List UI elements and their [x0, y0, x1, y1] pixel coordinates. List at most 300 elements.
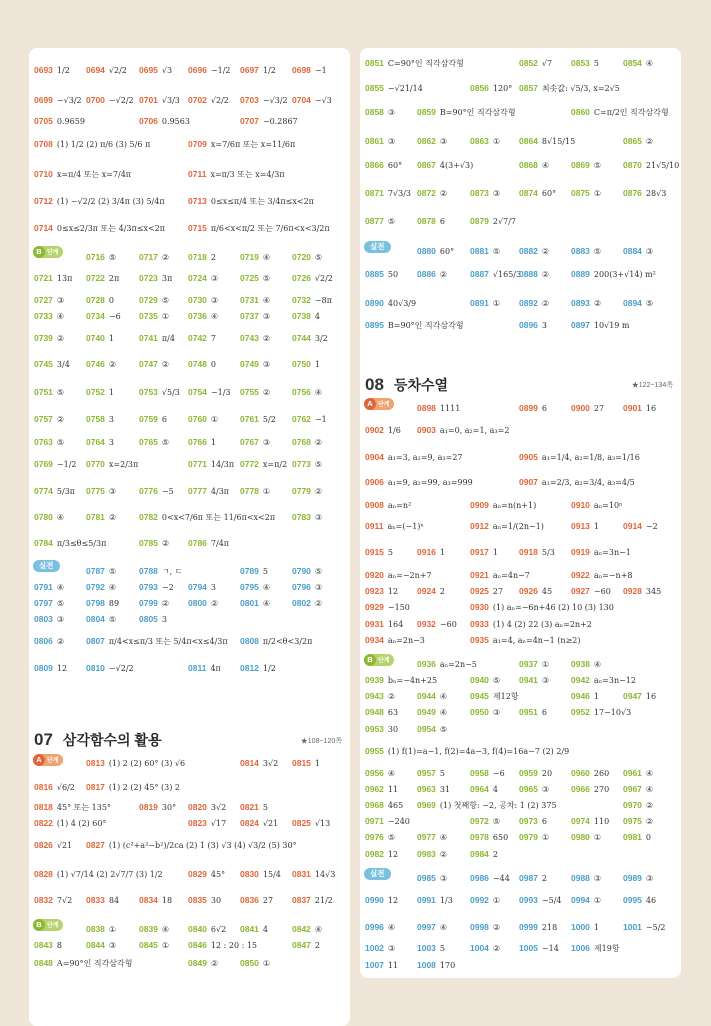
- problem-number: 0928: [623, 586, 642, 596]
- answer-text: ②: [108, 360, 117, 369]
- answer-entry: [34, 334, 64, 343]
- answer-text: 1/2: [56, 66, 70, 75]
- answer-text: 1: [108, 334, 115, 343]
- answer-entry: [292, 870, 335, 879]
- answer-text: −150: [387, 603, 410, 612]
- problem-number: 1003: [417, 943, 436, 953]
- answer-text: ②: [645, 817, 654, 826]
- answer-entry: [623, 161, 679, 170]
- answer-text: 14√3: [314, 870, 336, 879]
- answer-entry: [571, 587, 611, 596]
- answer-entry: [571, 692, 599, 701]
- answer-entry: [470, 84, 512, 93]
- answer-text: 28√3: [645, 189, 667, 198]
- problem-number: 0844: [86, 940, 105, 950]
- problem-number: 0991: [417, 895, 436, 905]
- problem-number: 0901: [623, 403, 642, 413]
- answer-entry: [623, 189, 666, 198]
- answer-text: ②: [387, 692, 396, 701]
- answer-entry: [417, 217, 445, 226]
- answer-entry: [365, 944, 395, 953]
- problem-number: 0958: [470, 768, 489, 778]
- problem-number: 0806: [34, 636, 53, 646]
- answer-entry: [365, 59, 464, 68]
- answer-text: ④: [439, 923, 448, 932]
- problem-number: 0738: [292, 311, 311, 321]
- answer-entry: [86, 388, 114, 397]
- answer-entry: [417, 161, 473, 170]
- problem-number: 0837: [292, 895, 311, 905]
- answer-text: 60°: [439, 247, 455, 256]
- answer-text: ①: [161, 312, 170, 321]
- answer-text: x=7/6π 또는 x=11/6π: [210, 140, 296, 149]
- answer-entry: [240, 296, 270, 305]
- answer-entry: [571, 299, 601, 308]
- answer-entry: [417, 944, 445, 953]
- answer-entry: [139, 567, 182, 576]
- problem-number: 0894: [623, 298, 642, 308]
- problem-number: 0860: [571, 107, 590, 117]
- problem-number: 0872: [417, 188, 436, 198]
- answer-entry: [470, 571, 530, 580]
- answer-text: ⑤: [56, 438, 65, 447]
- problem-number: 0822: [34, 818, 53, 828]
- answer-entry: [470, 874, 510, 883]
- answer-text: √2/2: [314, 274, 333, 283]
- answer-text: 3: [161, 615, 168, 624]
- problem-number: 0987: [519, 873, 538, 883]
- problem-number: 0850: [240, 958, 259, 968]
- answer-text: −√3: [314, 96, 332, 105]
- problem-number: 0865: [623, 136, 642, 146]
- answer-entry: [365, 108, 395, 117]
- answer-text: −2: [161, 583, 174, 592]
- answer-text: 3√2: [210, 803, 227, 812]
- answer-text: 200(3+√14) m²: [593, 270, 656, 279]
- answer-entry: [240, 925, 268, 934]
- answer-entry: [34, 312, 64, 321]
- answer-entry: [34, 959, 133, 968]
- answer-text: 2π: [108, 274, 120, 283]
- answer-entry: [139, 615, 167, 624]
- answer-text: ③: [492, 708, 501, 717]
- answer-entry: [86, 334, 114, 343]
- answer-entry: [240, 637, 312, 646]
- answer-entry: [571, 944, 620, 953]
- answer-entry: [240, 360, 270, 369]
- answer-text: ②: [262, 334, 271, 343]
- answer-entry: [470, 692, 519, 701]
- answer-entry: [571, 522, 599, 531]
- answer-entry: [470, 944, 500, 953]
- answer-text: ③: [645, 247, 654, 256]
- answer-entry: [417, 137, 447, 146]
- answer-text: x=π/3 또는 x=4/3π: [210, 170, 285, 179]
- problem-number: 0896: [519, 320, 538, 330]
- problem-number: 0772: [240, 459, 259, 469]
- problem-number: 0929: [365, 602, 384, 612]
- answer-text: √7: [541, 59, 553, 68]
- problem-number: 0785: [139, 538, 158, 548]
- answer-text: ③: [56, 615, 65, 624]
- problem-number: 0743: [240, 333, 259, 343]
- answer-entry: [571, 676, 636, 685]
- answer-text: 465: [387, 801, 404, 810]
- answer-text: ④: [56, 583, 65, 592]
- answer-entry: [571, 501, 623, 510]
- problem-number: 0942: [571, 675, 590, 685]
- answer-entry: [365, 189, 411, 198]
- answer-text: ②: [108, 513, 117, 522]
- answer-text: ⑤: [645, 299, 654, 308]
- answer-entry: [139, 941, 169, 950]
- problem-number: 0835: [188, 895, 207, 905]
- problem-number: 0977: [417, 832, 436, 842]
- problem-number: 0880: [417, 246, 436, 256]
- answer-text: 2: [492, 850, 499, 859]
- answer-text: ②: [439, 189, 448, 198]
- problem-number: 0918: [519, 547, 538, 557]
- answer-text: ④: [262, 296, 271, 305]
- answer-text: √5/3: [161, 388, 180, 397]
- problem-number: 0870: [623, 160, 642, 170]
- answer-text: aₙ=(−1)ⁿ: [387, 522, 424, 531]
- answer-text: 60°: [541, 189, 557, 198]
- answer-entry: [188, 803, 226, 812]
- problem-number: 0841: [240, 924, 259, 934]
- answer-entry: [34, 140, 150, 149]
- problem-number: 0703: [240, 95, 259, 105]
- answer-text: 0: [645, 833, 652, 842]
- problem-number: 0756: [292, 387, 311, 397]
- problem-number: 0869: [571, 160, 590, 170]
- answer-entry: [623, 404, 656, 413]
- answer-text: ③: [541, 676, 550, 685]
- answer-text: 45°: [210, 870, 226, 879]
- answer-text: ②: [56, 334, 65, 343]
- problem-number: 1000: [571, 922, 590, 932]
- answer-entry: [365, 817, 410, 826]
- answer-entry: [365, 708, 398, 717]
- problem-number: 0752: [86, 387, 105, 397]
- answer-entry: [623, 137, 653, 146]
- problem-number: 0710: [34, 169, 53, 179]
- answer-entry: [417, 660, 477, 669]
- problem-number: 0947: [623, 691, 642, 701]
- answer-text: 5: [439, 944, 446, 953]
- answer-entry: [571, 785, 609, 794]
- problem-number: 0800: [188, 598, 207, 608]
- answer-entry: [519, 404, 547, 413]
- answer-text: ①: [210, 415, 219, 424]
- answer-text: ⑤: [492, 247, 501, 256]
- answer-entry: [519, 161, 549, 170]
- answer-entry: [365, 833, 395, 842]
- answer-text: ③: [645, 874, 654, 883]
- answer-text: ②: [161, 360, 170, 369]
- answer-text: 1111: [439, 404, 461, 413]
- problem-number: 0943: [365, 691, 384, 701]
- answer-entry: [139, 539, 169, 548]
- answer-text: ④: [56, 513, 65, 522]
- answer-entry: [86, 96, 134, 105]
- problem-number: 0810: [86, 663, 105, 673]
- problem-number: 0789: [240, 566, 259, 576]
- problem-number: 0799: [139, 598, 158, 608]
- problem-number: 0895: [365, 320, 384, 330]
- problem-number: 0815: [292, 758, 311, 768]
- answer-text: a₁=9, a₂=99, a₃=999: [387, 478, 473, 487]
- problem-number: 0980: [571, 832, 590, 842]
- answer-text: 45° 또는 135°: [56, 803, 111, 812]
- answer-text: ③: [492, 189, 501, 198]
- answer-text: 12: [56, 664, 68, 673]
- answer-entry: [139, 296, 169, 305]
- answer-entry: [86, 896, 119, 905]
- answer-text: −240: [387, 817, 410, 826]
- answer-text: 1: [314, 759, 321, 768]
- problem-number: 0721: [34, 273, 53, 283]
- answer-text: √2/2: [210, 96, 229, 105]
- answer-text: 4: [314, 312, 321, 321]
- problem-number: 0932: [417, 619, 436, 629]
- answer-text: ①: [541, 660, 550, 669]
- problem-number: 0767: [240, 437, 259, 447]
- problem-number: 0871: [365, 188, 384, 198]
- answer-entry: [188, 360, 216, 369]
- problem-number: 0975: [623, 816, 642, 826]
- answer-text: ⑤: [492, 817, 501, 826]
- answer-text: 170: [439, 961, 456, 970]
- answer-entry: [470, 923, 500, 932]
- answer-entry: [240, 819, 278, 828]
- answer-entry: [623, 817, 653, 826]
- problem-number: 0940: [470, 675, 489, 685]
- answer-entry: [86, 460, 138, 469]
- practice-badge: 실전: [364, 241, 391, 253]
- answer-text: ③: [262, 438, 271, 447]
- answer-text: A=90°인 직각삼각형: [56, 959, 133, 968]
- answer-text: ④: [314, 388, 323, 397]
- answer-text: ②: [439, 270, 448, 279]
- answer-entry: [34, 539, 106, 548]
- answer-text: ②: [161, 253, 170, 262]
- answer-entry: [240, 274, 270, 283]
- problem-number: 0781: [86, 512, 105, 522]
- answer-text: 13π: [56, 274, 73, 283]
- answer-text: 21√5/10: [645, 161, 680, 170]
- answer-text: 5: [387, 548, 394, 557]
- answer-entry: [188, 941, 257, 950]
- answer-text: 27: [593, 404, 605, 413]
- answer-text: a₁=2/3, a₂=3/4, a₃=4/5: [541, 478, 635, 487]
- answer-entry: [240, 664, 276, 673]
- answer-entry: [365, 850, 398, 859]
- answer-entry: [571, 769, 609, 778]
- problem-number: 0934: [365, 635, 384, 645]
- problem-number: 0731: [240, 295, 259, 305]
- answer-entry: [623, 833, 651, 842]
- answer-text: C=90°인 직각삼각형: [387, 59, 464, 68]
- answer-text: ①: [262, 487, 271, 496]
- answer-text: 제12항: [492, 692, 519, 701]
- answer-entry: [188, 197, 314, 206]
- answer-entry: [139, 117, 190, 126]
- problem-number: 0723: [139, 273, 158, 283]
- answer-entry: [571, 833, 601, 842]
- problem-number: 0746: [86, 359, 105, 369]
- problem-number: 0904: [365, 452, 384, 462]
- problem-number: 0734: [86, 311, 105, 321]
- answer-text: −44: [492, 874, 510, 883]
- answer-entry: [470, 676, 500, 685]
- problem-number: 0842: [292, 924, 311, 934]
- answer-text: 11: [387, 785, 399, 794]
- answer-text: −√21/14: [387, 84, 423, 93]
- problem-number: 0816: [34, 782, 53, 792]
- answer-entry: [240, 312, 270, 321]
- problem-number: 0820: [188, 802, 207, 812]
- answer-text: 8√15/15: [541, 137, 576, 146]
- answer-text: 6: [439, 217, 446, 226]
- problem-number: 0713: [188, 196, 207, 206]
- answer-entry: [417, 692, 447, 701]
- problem-number: 0978: [470, 832, 489, 842]
- problem-number: 0917: [470, 547, 489, 557]
- answer-entry: [86, 841, 297, 850]
- answer-text: ⑤: [108, 253, 117, 262]
- answer-text: ②: [645, 137, 654, 146]
- answer-text: ⑤: [593, 161, 602, 170]
- problem-number: 0902: [365, 425, 384, 435]
- problem-number: 0989: [623, 873, 642, 883]
- problem-number: 0848: [34, 958, 53, 968]
- problem-number: 0851: [365, 58, 384, 68]
- problem-number: 0944: [417, 691, 436, 701]
- answer-entry: [292, 253, 322, 262]
- answer-text: 5: [262, 803, 269, 812]
- answer-entry: [188, 96, 229, 105]
- answer-entry: [292, 96, 332, 105]
- problem-number: 0968: [365, 800, 384, 810]
- problem-number: 0809: [34, 663, 53, 673]
- answer-text: 1: [593, 692, 600, 701]
- answer-text: C=π/2인 직각삼각형: [593, 108, 669, 117]
- problem-number: 0960: [571, 768, 590, 778]
- problem-number: 0955: [365, 746, 384, 756]
- problem-number: 0832: [34, 895, 53, 905]
- answer-entry: [519, 874, 547, 883]
- problem-number: 0875: [571, 188, 590, 198]
- answer-text: ①: [492, 299, 501, 308]
- answer-entry: [86, 438, 114, 447]
- answer-text: 1/3: [439, 896, 453, 905]
- chapter-title: 등차수열: [393, 377, 449, 393]
- problem-number: 0963: [417, 784, 436, 794]
- problem-number: 0903: [417, 425, 436, 435]
- answer-text: √165/3: [492, 270, 522, 279]
- problem-number: 0729: [139, 295, 158, 305]
- answer-text: 1: [492, 548, 499, 557]
- answer-text: 6: [541, 404, 548, 413]
- answer-entry: [365, 426, 401, 435]
- problem-number: 0787: [86, 566, 105, 576]
- answer-text: (1) 첫째항: −2, 공차: 1 (2) 375: [439, 801, 557, 810]
- answer-text: aₙ=1/(2n−1): [492, 522, 544, 531]
- problem-number: 0898: [417, 403, 436, 413]
- answer-entry: [470, 636, 580, 645]
- answer-text: 30: [387, 725, 399, 734]
- answer-text: 4(3+√3): [439, 161, 474, 170]
- answer-text: ⑤: [262, 274, 271, 283]
- problem-number: 0795: [240, 582, 259, 592]
- answer-text: π/2<θ<3/2π: [262, 637, 313, 646]
- answer-entry: [571, 874, 601, 883]
- answer-text: 89: [108, 599, 120, 608]
- answer-text: ④: [161, 925, 170, 934]
- answer-text: ②: [541, 247, 550, 256]
- problem-number: 0931: [365, 619, 384, 629]
- answer-text: ④: [262, 599, 271, 608]
- problem-number: 0858: [365, 107, 384, 117]
- answer-text: √3/3: [161, 96, 180, 105]
- answer-entry: [292, 334, 328, 343]
- problem-number: 0995: [623, 895, 642, 905]
- problem-number: 0839: [139, 924, 158, 934]
- problem-number: 0735: [139, 311, 158, 321]
- problem-number: 0868: [519, 160, 538, 170]
- problem-number: 0714: [34, 223, 53, 233]
- answer-entry: [86, 615, 116, 624]
- answer-entry: [188, 599, 218, 608]
- answer-entry: [86, 583, 116, 592]
- answer-text: x=2/3π: [108, 460, 139, 469]
- problem-number: 0969: [417, 800, 436, 810]
- problem-number: 0905: [519, 452, 538, 462]
- right-answer-panel: [360, 48, 681, 978]
- answer-text: aₙ=10ⁿ: [593, 501, 623, 510]
- problem-number: 0909: [470, 500, 489, 510]
- answer-entry: [292, 438, 322, 447]
- answer-entry: [292, 819, 330, 828]
- problem-number: 0938: [571, 659, 590, 669]
- problem-number: 0887: [470, 269, 489, 279]
- left-answer-panel: [29, 48, 350, 1026]
- problem-number: 0998: [470, 922, 489, 932]
- answer-entry: [34, 599, 64, 608]
- problem-number: 0784: [34, 538, 53, 548]
- problem-number: 0761: [240, 414, 259, 424]
- problem-number: 0748: [188, 359, 207, 369]
- answer-entry: [139, 66, 172, 75]
- problem-number: 0724: [188, 273, 207, 283]
- answer-text: ①: [593, 189, 602, 198]
- problem-number: 0845: [139, 940, 158, 950]
- answer-text: 650: [492, 833, 509, 842]
- answer-text: √2/2: [108, 66, 127, 75]
- answer-entry: [365, 725, 398, 734]
- answer-entry: [365, 636, 425, 645]
- answer-text: 260: [593, 769, 610, 778]
- answer-text: 21/2: [314, 896, 333, 905]
- problem-number: 0728: [86, 295, 105, 305]
- answer-text: 7: [210, 334, 217, 343]
- problem-number: 0954: [417, 724, 436, 734]
- problem-number: 0754: [188, 387, 207, 397]
- answer-entry: [470, 548, 498, 557]
- answer-entry: [623, 587, 661, 596]
- answer-entry: [86, 783, 180, 792]
